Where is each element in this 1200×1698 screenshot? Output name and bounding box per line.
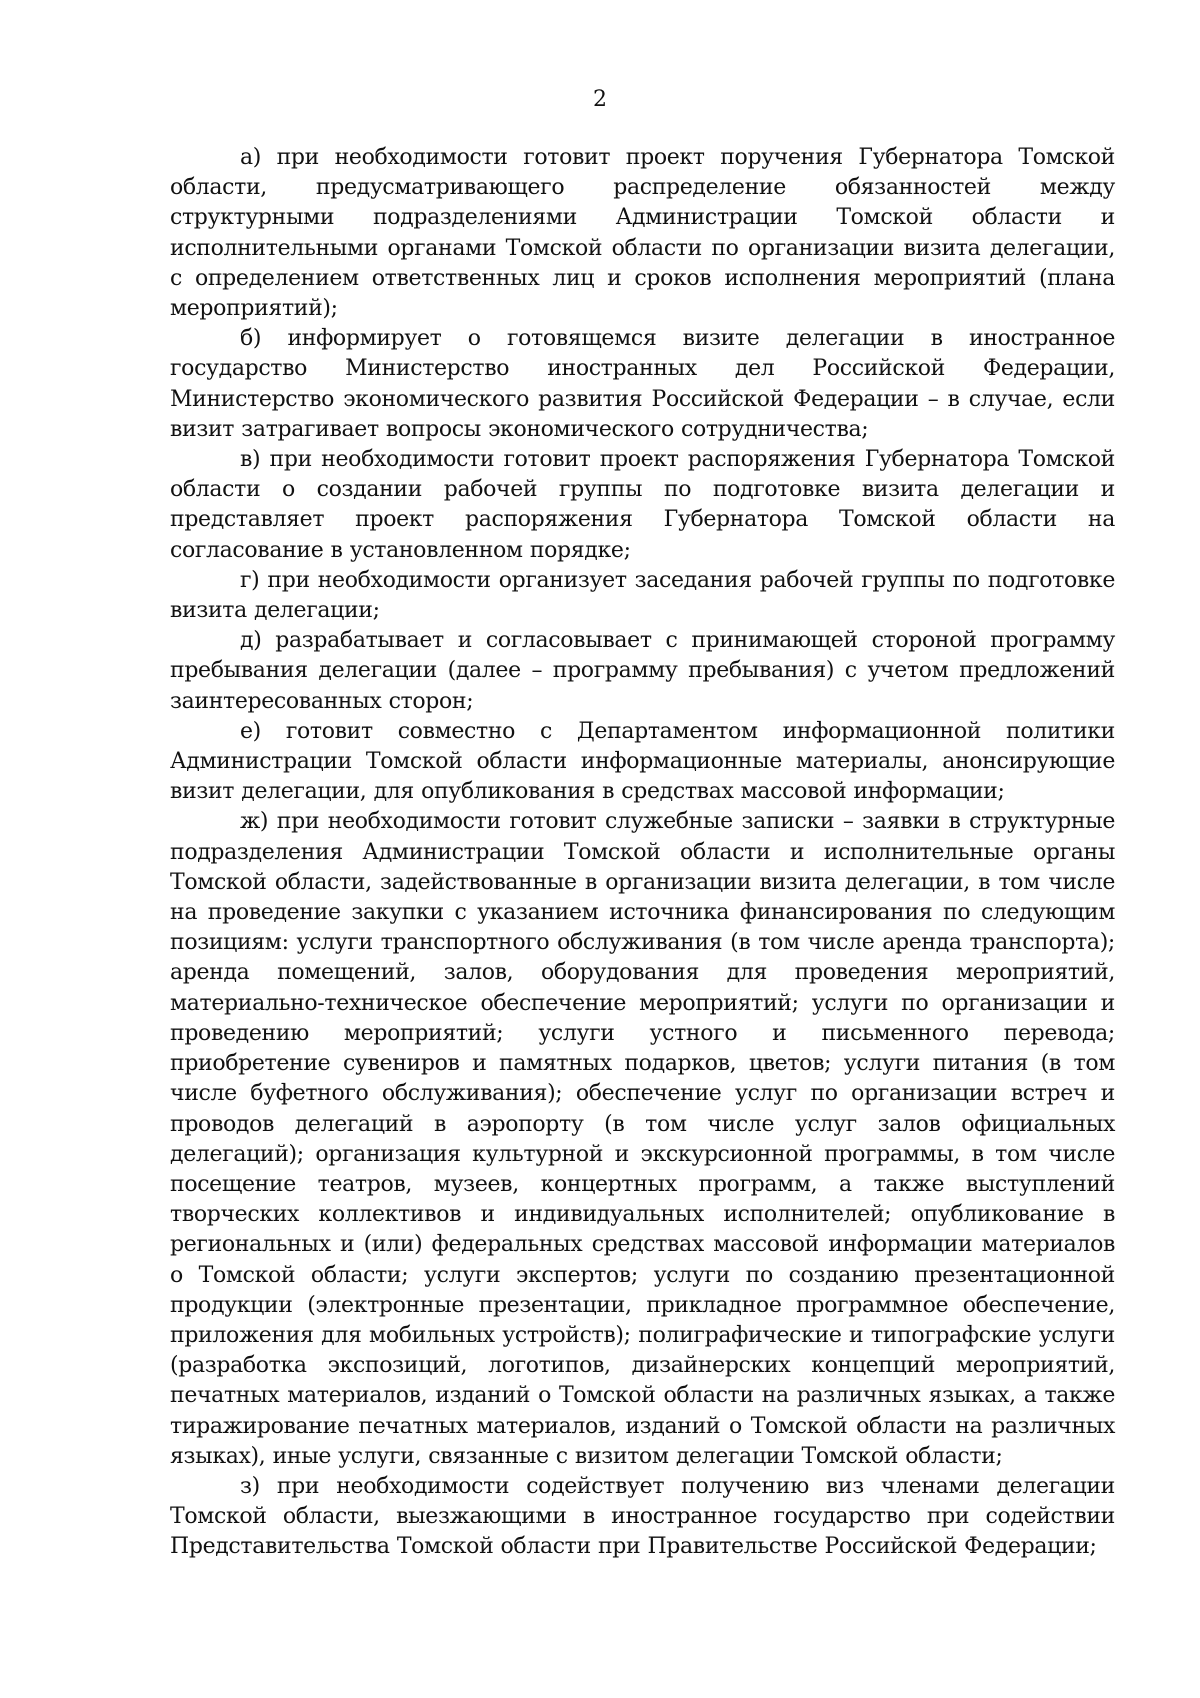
list-item-d: д) разрабатывает и согласовывает с принимающей стороной программу пребывания делегации (далее – программу пребывания) с учетом предложений заинтересованных сторон; [170,628,1115,714]
list-item-g: г) при необходимости организует заседания рабочей группы по подготовке визита делегации; [170,567,1115,624]
list-item-a: а) при необходимости готовит проект поручения Губернатора Томской области, предусматривающего распределение обязанностей между структурными подразделениями Администрации Томской области и исполнительными органами Томской области по организации визита делегации, с определением ответственных лиц и сроков исполнения мероприятий (плана мероприятий); [170,145,1115,322]
list-item-zh: ж) при необходимости готовит служебные записки – заявки в структурные подразделения Администрации Томской области и исполнительные органы Томской области, задействованные в организации визита делегации, в том числе на проведение закупки с указанием источника финансирования по следующим позициям: услуги транспортного обслуживания (в том числе аренда транспорта); аренда помещений, залов, оборудования для проведения мероприятий, материально-техническое обеспечение мероприятий; услуги по организации и проведению мероприятий; услуги устного и письменного перевода; приобретение сувениров и памятных подарков, цветов; услуги питания (в том числе буфетного обслуживания); обеспечение услуг по организации встреч и проводов делегаций в аэропорту (в том числе услуг залов официальных делегаций); организация культурной и экскурсионной программы, в том числе посещение театров, музеев, концертных программ, а также выступлений творческих коллективов и индивидуальных исполнителей; опубликование в региональных и (или) федеральных средствах массовой информации материалов о Томской области; услуги экспертов; услуги по созданию презентационной продукции (электронные презентации, прикладное программное обеспечение, приложения для мобильных устройств); полиграфические и типографские услуги (разработка экспозиций, логотипов, дизайнерских концепций мероприятий, печатных материалов, изданий о Томской области на различных языках, а также тиражирование печатных материалов, изданий о Томской области на различных языках), иные услуги, связанные с визитом делегации Томской области; [170,809,1115,1469]
list-item-e: е) готовит совместно с Департаментом информационной политики Администрации Томской области информационные материалы, анонсирующие визит делегации, для опубликования в средствах массовой информации; [170,718,1115,805]
page-number: 2 [593,87,607,112]
list-item-z: з) при необходимости содействует получению виз членами делегации Томской области, выезжающими в иностранное государство при содействии Представительства Томской области при Правительстве Российской Федерации; [170,1473,1115,1560]
list-item-b: б) информирует о готовящемся визите делегации в иностранное государство Министерство иностранных дел Российской Федерации, Министерство экономического развития Российской Федерации – в случае, если визит затрагивает вопросы экономического сотрудничества; [170,326,1115,442]
list-item-v: в) при необходимости готовит проект распоряжения Губернатора Томской области о создании рабочей группы по подготовке визита делегации и представляет проект распоряжения Губернатора Томской области на согласование в установленном порядке; [170,447,1115,563]
document-body [170,143,1115,1563]
